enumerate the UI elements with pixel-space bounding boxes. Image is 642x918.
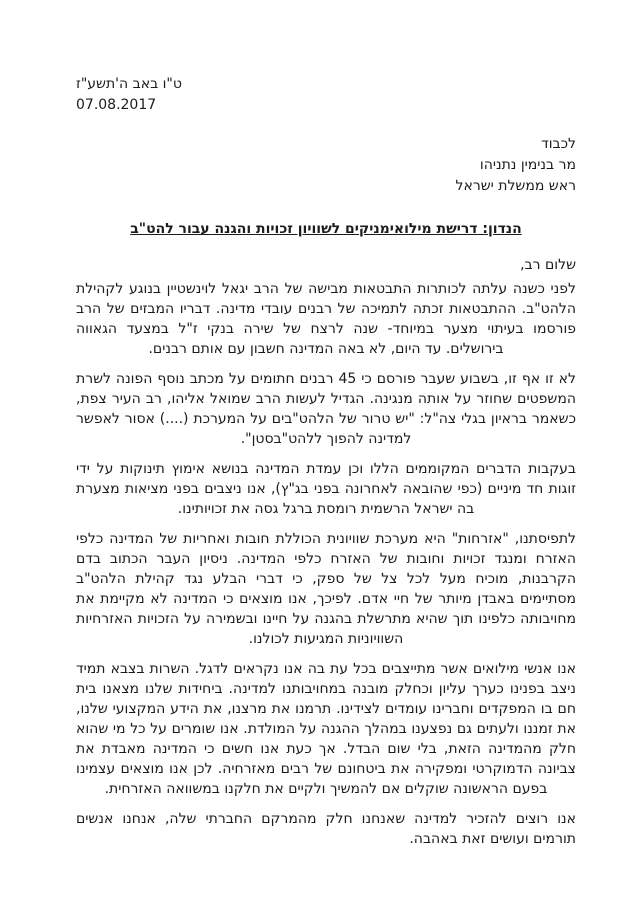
recipient-salutation: לכבוד: [541, 136, 576, 152]
date-hebrew: ט"ו באב ה'תשע"ז: [76, 76, 182, 92]
recipient-name: מר בנימין נתניהו: [479, 157, 576, 173]
body-paragraph-5: אנו אנשי מילואים אשר מתייצבים בכל עת בה אנו נקראים לדגל. השרות בצבא תמיד ניצב בפנינו כערך עליון וכחלק מובנה במחויבותנו למדינה. ביחידות שלנו מצאנו בית חם בו המפקדים וחברינו עומדים לצידינו. תרמנו את מרצנו, את הידע המקצועי שלנו, את זמננו ולעתים גם נפצענו במהלך ההגנה על המולדת. אנו שומרים על כל מי שהוא חלק מהמדינה הזאת, בלי שום הבדל. אך כעת אנו חשים כי המדינה מאבדת את צביונה הדמוקרטי ומפקירה את ביטחונם של רבים מאזרחיה. לכן אנו מוצאים עצמינו בפעם הראשונה שוקלים אם להמשיך ולקיים את חלקנו במשוואה האזרחית.: [76, 661, 576, 797]
body-paragraph-2: לא זו אף זו, בשבוע שעבר פורסם כי 45 רבנים חתומים על מכתב נוסף הפונה לשרת המשפטים שחוזר על אותה מנגינה. הגדיל לעשות הרב שמואל אליהו, רב העיר צפת, כשאמר בראיון בגלי צה"ל: "יש טרור של הלהט"בים על המערכת (....) אסור לאפשר למדינה להפוך ללהט"בסטן".: [76, 371, 576, 447]
date-block: [76, 74, 576, 116]
body-paragraph-6: אנו רוצים להזכיר למדינה שאנחנו חלק מהמרקם החברתי שלה, אנחנו אנשים תורמים ועושים זאת באהבה.: [76, 811, 576, 847]
date-gregorian: 07.08.2017: [76, 97, 157, 113]
recipient-title: ראש ממשלת ישראל: [455, 178, 576, 194]
subject-line: הנדון: דרישת מילואימניקים לשוויון זכויות והגנה עבור להט"ב: [130, 221, 522, 237]
greeting: שלום רב,: [520, 257, 576, 273]
recipient-block: [76, 134, 576, 197]
body-paragraph-4: לתפיסתנו, "אזרחות" היא מערכת שוויונית הכוללת חובות ואחריות של המדינה כלפי האזרח ומנגד זכויות וחובות של האזרח כלפי המדינה. ניסיון העבר הכתוב בדם הקרבנות, מוכיח מעל לכל צל של ספק, כי דברי הבלע נגד קהילת הלהט"ב מסתיימים באבדן מיותר של חיי אדם. לפיכך, אנו מוצאים כי המדינה לא מקיימת את מחויבותה כלפינו תוך שהיא מתרשלת בהגנה על חיינו ובשמירה על הזכויות האזרחיות השוויוניות המגיעות לכולנו.: [76, 531, 576, 647]
body-paragraph-1: לפני כשנה עלתה לכותרות התבטאות מבישה של הרב יגאל לוינשטיין בנוגע לקהילת הלהט"ב. ההתבטאות זכתה לתמיכה של רבנים עובדי מדינה. דבריו המבזים של הרב פורסמו בעיתוי מצער במיוחד- שנה לרצח של שירה בנקי ז"ל במצעד הגאווה בירושלים. עד היום, לא באה המדינה חשבון עם אותם רבנים.: [76, 281, 576, 357]
body-paragraph-3: בעקבות הדברים המקוממים הללו וכן עמדת המדינה בנושא אימוץ תינוקות על ידי זוגות חד מיניים (כפי שהובאה לאחרונה בפני בג"ץ), אנו ניצבים בפני מציאות מצערת בה ישראל הרשמית רומסת ברגל גסה את זכויותינו.: [76, 461, 576, 517]
